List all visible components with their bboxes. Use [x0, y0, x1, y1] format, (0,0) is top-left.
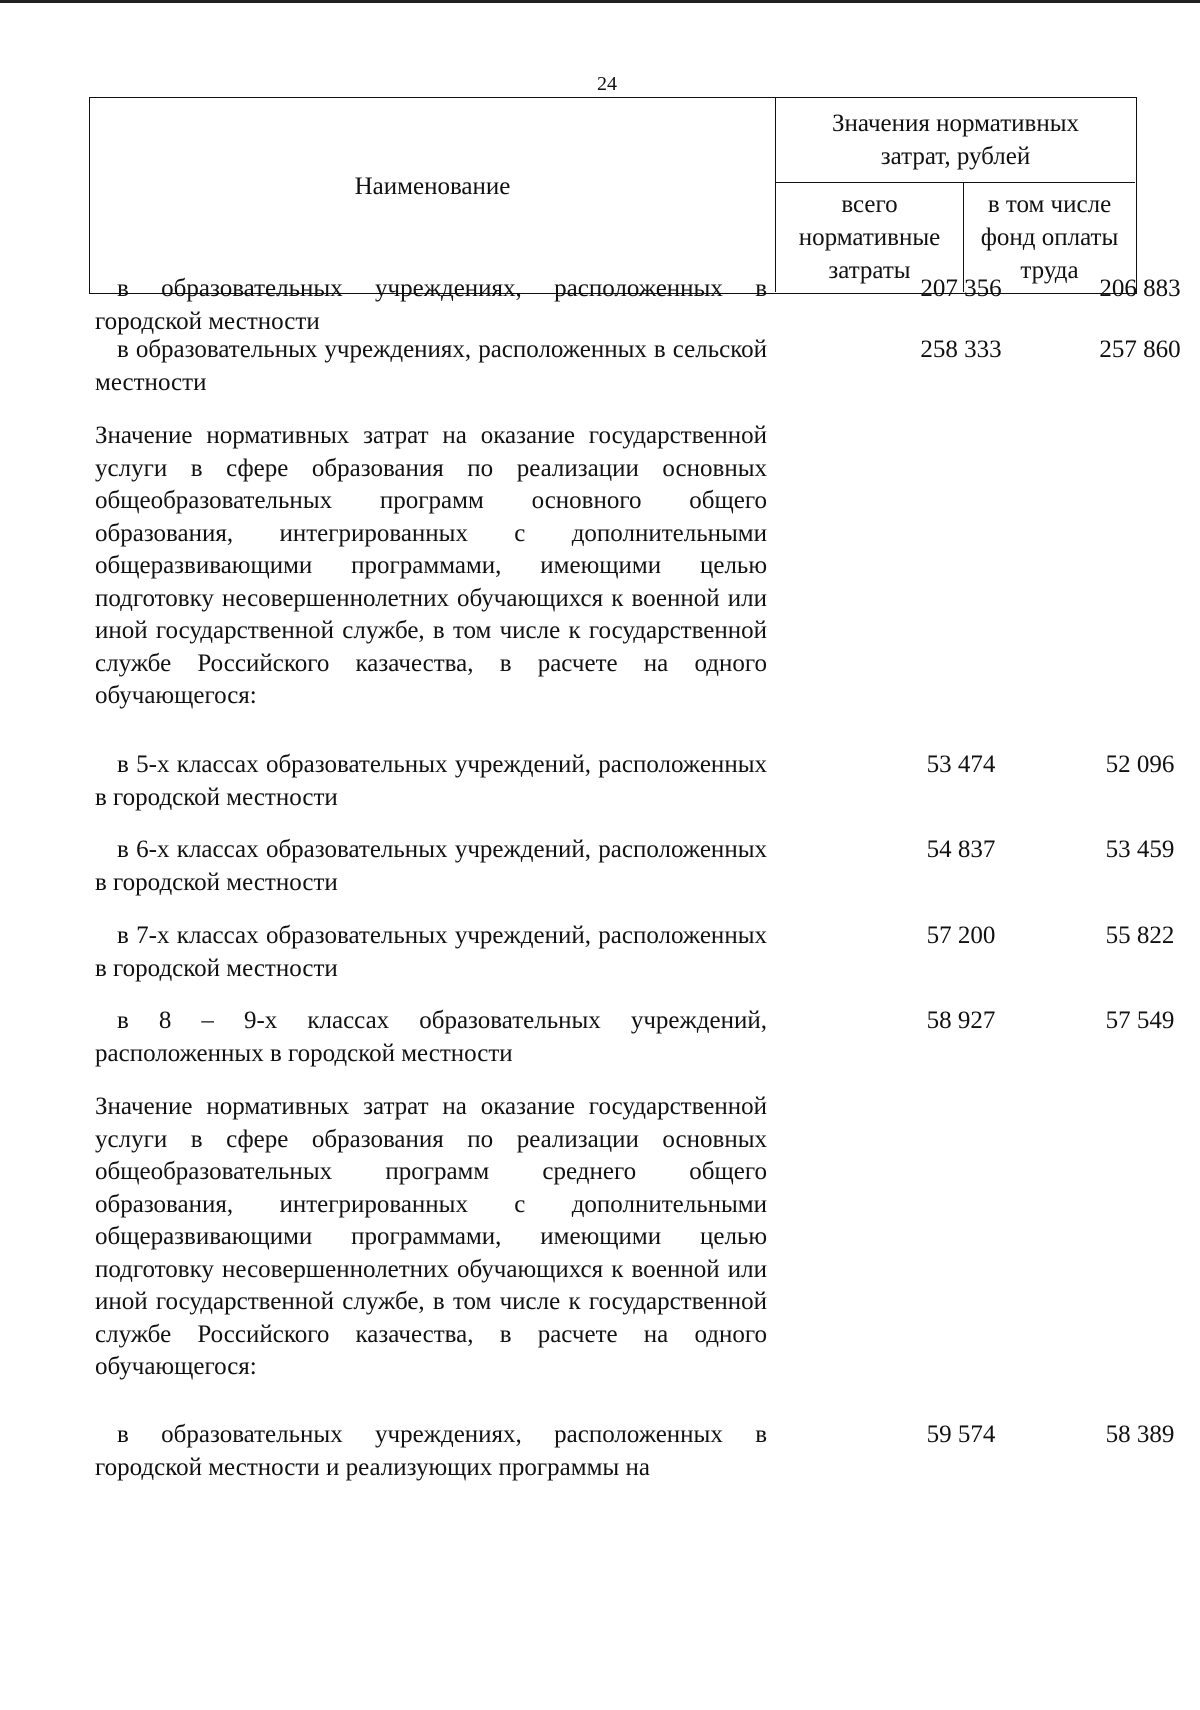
- section-heading: Значение нормативных затрат на оказание государственной услуги в сфере образования по реализации основных общеобразовательных программ среднего общего образования, интегрированных с дополнительными общеразвивающими программами, имеющими целью подготовку несовершеннолетних обучающихся к военной или иной государственной службе, в том числе к государственной службе Российского казачества, в расчете на одного обучающегося:: [95, 1093, 767, 1380]
- row-total-value: 207 356: [920, 275, 1002, 302]
- page-number: 24: [597, 73, 617, 95]
- table-header: [89, 97, 1137, 294]
- column-header-name: Наименование: [90, 98, 776, 292]
- row-total-value: 58 927: [926, 1007, 996, 1034]
- column-header-normative-costs: Значения нормативных затрат, рублей: [776, 98, 1135, 183]
- row-payroll-value: 55 822: [1105, 922, 1175, 949]
- section-heading: Значение нормативных затрат на оказание государственной услуги в сфере образования по реализации основных общеобразовательных программ основного общего образования, интегрированных с дополнительными общеразвивающими программами, имеющими целью подготовку несовершеннолетних обучающихся к военной или иной государственной службе, в том числе к государственной службе Российского казачества, в расчете на одного обучающегося:: [95, 422, 767, 709]
- row-payroll-value: 53 459: [1105, 836, 1175, 863]
- row-label: в 6-х классах образовательных учреждений, расположенных в городской местности: [95, 836, 767, 896]
- row-total-value: 57 200: [926, 922, 996, 949]
- row-total-value: 59 574: [926, 1421, 996, 1448]
- row-total-value: 54 837: [926, 836, 996, 863]
- row-payroll-value: 57 549: [1105, 1007, 1175, 1034]
- row-total-value: 53 474: [926, 751, 996, 778]
- row-label: в образовательных учреждениях, расположенных в городской местности: [95, 275, 767, 335]
- page-top-border: [0, 0, 1200, 3]
- row-payroll-value: 257 860: [1099, 336, 1181, 363]
- row-payroll-value: 52 096: [1105, 751, 1175, 778]
- row-total-value: 258 333: [920, 336, 1002, 363]
- column-header-payroll: в том числе фонд оплаты труда: [980, 191, 1119, 284]
- row-label: в 5-х классах образовательных учреждений, расположенных в городской местности: [95, 751, 767, 811]
- row-payroll-value: 58 389: [1105, 1421, 1175, 1448]
- column-header-total: всего нормативные затраты: [776, 183, 964, 292]
- row-label: в образовательных учреждениях, расположенных в сельской местности: [95, 336, 767, 396]
- row-label: в 7-х классах образовательных учреждений, расположенных в городской местности: [95, 922, 767, 982]
- row-payroll-value: 206 883: [1099, 275, 1181, 302]
- row-label: в образовательных учреждениях, расположенных в городской местности и реализующих программы на: [95, 1421, 767, 1481]
- row-label: в 8 – 9-х классах образовательных учреждений, расположенных в городской местности: [95, 1007, 767, 1067]
